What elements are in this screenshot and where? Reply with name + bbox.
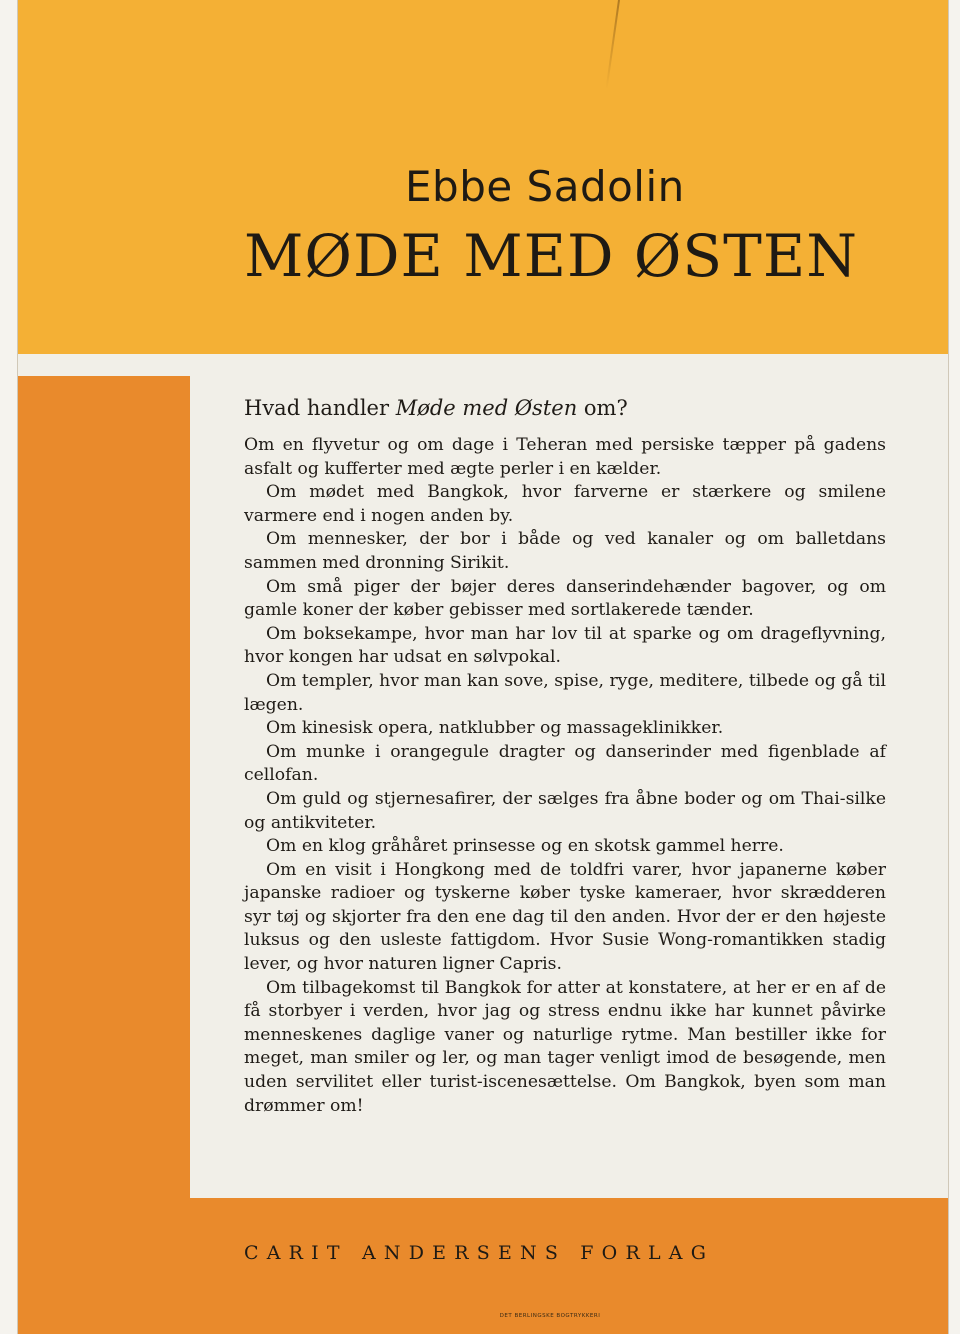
author-name: Ebbe Sadolin [405,162,685,211]
blurb-paragraph: Om en visit i Hongkong med de toldfri varer, hvor japanerne køber japanske radioer og tyskerne køber tyske kameraer, hvor skrædderen syr tøj og skjorter fra den ene dag til den anden. Hvor der er den højeste luksus og den usleste fattigdom. Hvor Susie Wong-romantikken stadig lever, og hvor naturen ligner Capris. [244,859,886,975]
blurb-paragraph: Om guld og stjernesafirer, der sælges fra åbne boder og om Thai-silke og antikviteter. [244,788,886,833]
heading-pre: Hvad handler [244,396,396,420]
blurb-paragraph: Om en flyvetur og om dage i Teheran med persiske tæpper på gadens asfalt og kufferter med ægte perler i en kælder. [244,435,886,479]
blurb-paragraph: Om mennesker, der bor i både og ved kanaler og om balletdans sammen med dronning Sirikit. [244,529,886,573]
blurb-heading [244,396,886,420]
left-orange-strip [18,376,190,1334]
blurb-paragraph: Om en klog gråhåret prinsesse og en skotsk gammel herre. [266,836,784,857]
printer-imprint: DET BERLINGSKE BOGTRYKKERI [499,1313,601,1319]
cover-crease [605,0,620,89]
blurb-text [244,396,886,1118]
heading-title: Møde med Østen [395,396,578,420]
blurb-paragraph: Om munke i orangegule dragter og danserinder med figenblade af cellofan. [244,741,886,786]
heading-post: om? [577,396,628,420]
blurb-paragraph: Om tilbagekomst til Bangkok for atter at konstatere, at her er en af de få storbyer i verden, hvor jag og stress endnu ikke har kunnet påvirke menneskenes daglige vaner og naturlige rytme. Man bestiller ikke for meget, man smiler og ler, og man tager venligt imod de besøgende, men uden servilitet eller turist-iscenesættelse. Om Bangkok, byen som man drømmer om! [244,977,886,1116]
blurb-paragraph: Om templer, hvor man kan sove, spise, ryge, meditere, tilbede og gå til lægen. [244,670,886,715]
panel-top-edge [18,354,190,376]
blurb-paragraph: Om boksekampe, hvor man har lov til at sparke og om drageflyvning, hvor kongen har udsat en sølvpokal. [244,623,886,668]
blurb-paragraph: Om små piger der bøjer deres danserindehænder bagover, og om gamle koner der køber gebisser med sortlakerede tænder. [244,576,886,621]
blurb-paragraph: Om mødet med Bangkok, hvor farverne er stærkere og smilene varmere end i nogen anden by. [244,482,886,526]
blurb-paragraph: Om kinesisk opera, natklubber og massageklinikker. [266,718,724,739]
book-title: MØDE MED ØSTEN [244,222,858,290]
publisher-name: CARIT ANDERSENS FORLAG [244,1242,715,1264]
